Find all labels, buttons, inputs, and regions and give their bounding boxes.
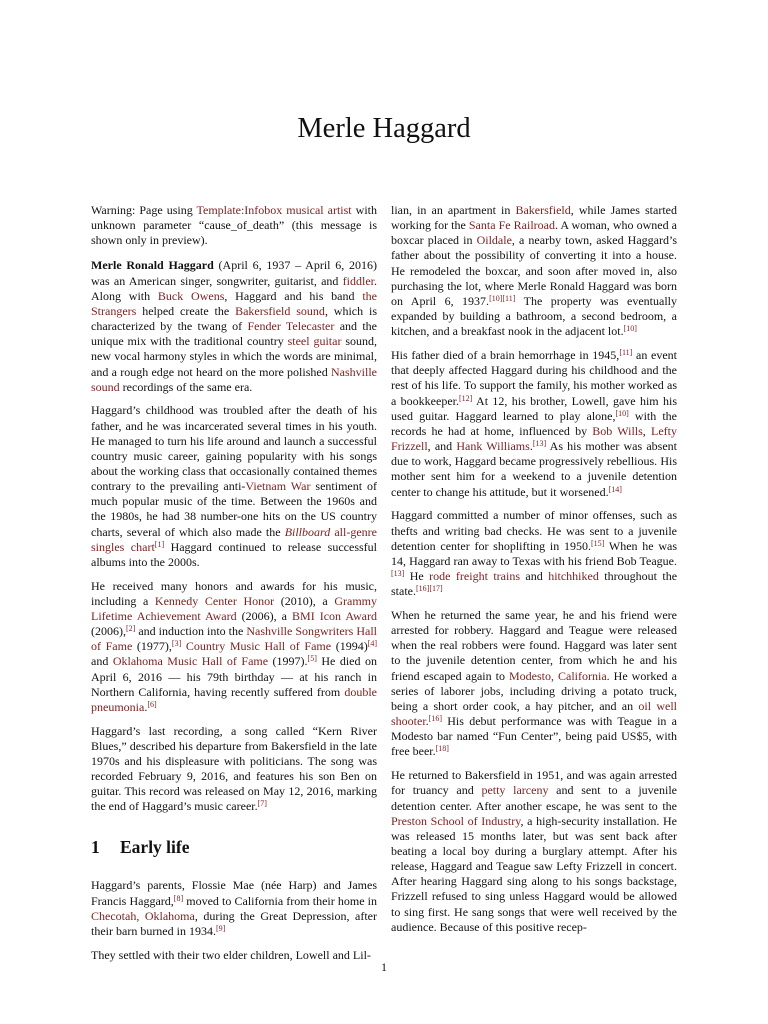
subject-name: Merle Ronald Haggard xyxy=(91,258,214,273)
citation[interactable]: [6] xyxy=(147,699,157,709)
citation[interactable]: [10] xyxy=(623,324,637,334)
link-oildale[interactable]: Oildale xyxy=(476,233,512,248)
section-heading xyxy=(91,836,377,858)
link-steel-guitar[interactable]: steel guitar xyxy=(287,334,342,349)
citation[interactable]: [15] xyxy=(591,538,605,548)
link-country-music-hof[interactable]: Country Music Hall of Fame xyxy=(185,639,332,654)
link-vietnam-war[interactable]: Vietnam War xyxy=(245,479,311,494)
citation[interactable]: [3] xyxy=(171,639,182,649)
citation[interactable]: [7] xyxy=(257,799,267,809)
citation[interactable]: [10][11] xyxy=(489,293,516,303)
citation[interactable]: [18] xyxy=(435,744,449,754)
citation[interactable]: [9] xyxy=(215,923,226,933)
citation[interactable]: [4] xyxy=(367,639,378,649)
last-recording-paragraph: Haggard’s last recording, a song called “Kern River Blues,” described his departure from Bakersfield in the late 1970s and his displeasure with politicians. The song was recorded February 9, 2016, and features his son Ben on guitar. This record was released on May 12, 2016, marking the end of Haggard’s music career.[7] xyxy=(91,723,377,814)
intro-paragraph: Merle Ronald Haggard (April 6, 1937 – April 6, 2016) was an American singer, songwriter, guitarist, and fiddler. Along with Buck Owens, Haggard and his band the Strangers helped create the Bakersfield sound, which is characterized by the twang of Fender Telecaster and the unique mix with the traditional country steel guitar sound, new vocal harmony styles in which the words are minimal, and a rough edge not heard on the more polished Nashville sound recordings of the same era. xyxy=(91,258,378,394)
section-number: 1 xyxy=(91,837,100,858)
link-hank-williams[interactable]: Hank Williams xyxy=(456,439,530,454)
link-bakersfield-sound[interactable]: Bakersfield sound xyxy=(235,303,325,318)
link-freight-trains[interactable]: rode freight trains xyxy=(429,568,520,583)
section-title: Early life xyxy=(120,837,190,858)
citation[interactable]: [13] xyxy=(391,568,405,578)
citation[interactable]: [2] xyxy=(126,624,136,634)
link-hitchhiked[interactable]: hitchhiked xyxy=(548,568,599,583)
link-bob-wills[interactable]: Bob Wills xyxy=(592,423,643,438)
link-nashville-sound[interactable]: Nashville sound xyxy=(91,364,377,394)
settled-paragraph-cont: lian, in an apartment in Bakersfield, while James started working for the Santa Fe Railroad. A woman, who owned a boxcar placed in Oildale, a nearby town, asked Haggard’s father about the possibility of converting it into a house. He remodeled the boxcar, and soon after moved in, also purchasing the lot, where Merle Ronald Haggard was born on April 6, 1937.[10][11] The property was eventually expanded by building a bathroom, a second bedroom, a kitchen, and a breakfast nook in the adjacent lot.[10] xyxy=(391,203,678,339)
citation[interactable]: [16][17] xyxy=(416,584,443,594)
link-checotah[interactable]: Checotah, Oklahoma xyxy=(91,908,195,923)
settled-paragraph-start: They settled with their two elder children, Lowell and Lil- xyxy=(91,947,371,962)
page-number: 1 xyxy=(381,960,387,974)
link-fender-telecaster[interactable]: Fender Telecaster xyxy=(247,319,335,334)
link-billboard[interactable]: Billboard all-genre singles chart xyxy=(91,524,377,554)
link-kennedy-center-honor[interactable]: Kennedy Center Honor xyxy=(154,593,275,608)
link-modesto[interactable]: Modesto, California xyxy=(509,668,607,683)
page-title: Merle Haggard xyxy=(297,113,471,144)
link-oklahoma-music-hof[interactable]: Oklahoma Music Hall of Fame xyxy=(112,654,269,669)
left-column xyxy=(91,203,377,971)
link-nashville-songwriters-hof[interactable]: Nashville Songwriters Hall of Fame xyxy=(91,624,377,654)
citation[interactable]: [12] xyxy=(459,393,473,403)
infobox-template-link[interactable]: Template:Infobox musical artist xyxy=(196,203,352,217)
link-petty-larceny[interactable]: petty larceny xyxy=(481,783,549,798)
preview-warning xyxy=(91,203,377,248)
citation[interactable]: [11] xyxy=(619,348,633,358)
citation[interactable]: [8] xyxy=(173,893,184,903)
offenses-paragraph: Haggard committed a number of minor offenses, such as thefts and writing bad checks. He was sent to a juvenile detention center for shoplifting in 1950.[15] When he was 14, Haggard ran away to Texas with his friend Bob Teague.[13] He rode freight trains and hitchhiked throughout the state.[16][17] xyxy=(391,508,678,599)
right-column xyxy=(391,203,677,944)
father-paragraph: His father died of a brain hemorrhage in 1945,[11] an event that deeply affected Haggard during his childhood and the rest of his life. To support the family, his mother worked as a bookkeeper.[12] At 12, his brother, Lowell, gave him his used guitar. Haggard learned to play alone,[10] with the records he had at home, influenced by Bob Wills, Lefty Frizzell, and Hank Williams.[13] As his mother was absent due to work, Haggard became progressively rebellious. His mother sent him for a weekend to a juvenile detention center to change his attitude, but it worsened.[14] xyxy=(391,348,678,499)
citation[interactable]: [16] xyxy=(428,714,442,724)
citation[interactable]: [13] xyxy=(532,439,547,449)
link-preston-school[interactable]: Preston School of Industry xyxy=(391,813,521,828)
link-bakersfield[interactable]: Bakersfield xyxy=(515,203,571,217)
link-buck-owens[interactable]: Buck Owens xyxy=(157,288,225,303)
citation[interactable]: [10] xyxy=(615,408,629,418)
career-paragraph: Haggard’s childhood was troubled after the death of his father, and he was incarcerated several times in his youth. He managed to turn his life around and launch a successful country music career, gaining popularity with his songs about the working class that occasionally contained themes contrary to the prevailing anti-Vietnam War sentiment of much popular music of the time. Between the 1960s and the 1980s, he had 38 number-one hits on the US country charts, several of which also made the Billboard all-genre singles chart[1] Haggard continued to release successful albums into the 2000s. xyxy=(91,403,378,569)
link-fiddler[interactable]: fiddler xyxy=(342,273,374,288)
warning-text: with unknown parameter “cause_of_death” (this message is shown only in preview). xyxy=(91,203,377,248)
link-the-strangers[interactable]: the Strangers xyxy=(91,288,377,318)
link-grammy-award[interactable]: Grammy Lifetime Achievement Award xyxy=(91,593,378,623)
warning-text: Warning: Page using xyxy=(91,203,197,217)
citation[interactable]: [5] xyxy=(307,654,317,664)
link-double-pneumonia[interactable]: double pneumonia xyxy=(91,684,377,714)
link-santa-fe-railroad[interactable]: Santa Fe Railroad xyxy=(468,218,555,233)
honors-paragraph: He received many honors and awards for his music, including a Kennedy Center Honor (2010), a Grammy Lifetime Achievement Award (2006), a BMI Icon Award (2006),[2] and induction into the Nashville Songwriters Hall of Fame (1977),[3] Country Music Hall of Fame (1994)[4] and Oklahoma Music Hall of Fame (1997).[5] He died on April 6, 2016 — his 79th birthday — at his ranch in Northern California, having recently suffered from double pneumonia.[6] xyxy=(91,578,378,714)
citation[interactable]: [14] xyxy=(608,484,622,494)
link-bmi-icon-award[interactable]: BMI Icon Award xyxy=(292,608,377,623)
bakersfield-return-paragraph: He returned to Bakersfield in 1951, and was again arrested for truancy and petty larceny and sent to a juvenile detention center. After another escape, he was sent to the Preston School of Industry, a high-security installation. He was released 15 months later, but was sent back after beating a local boy during a burglary attempt. After his release, Haggard and Teague saw Lefty Frizzell in concert. After hearing Haggard sing along to his songs backstage, Frizzell refused to sing unless Haggard would be allowed to sing first. He sang songs that were well received by the audience. Because of this positive recep- xyxy=(391,768,677,934)
returned-paragraph: When he returned the same year, he and his friend were arrested for robbery. Haggard and Teague were released when the real robbers were found. Haggard was later sent to the juvenile detention center, from which he and his friend escaped again to Modesto, California. He worked a series of laborer jobs, including driving a potato truck, being a short order cook, a hay pitcher, and an oil well shooter.[16] His debut performance was with Teague in a Modesto bar named “Fun Center”, being paid US$5, with free beer.[18] xyxy=(391,607,678,759)
early-life-paragraph: Haggard’s parents, Flossie Mae (née Harp) and James Francis Haggard,[8] moved to California from their home in Checotah, Oklahoma, during the Great Depression, after their barn burned in 1934.[9] xyxy=(91,878,377,938)
link-lefty-frizzell[interactable]: Lefty Frizzell xyxy=(391,423,677,454)
citation[interactable]: [1] xyxy=(154,539,165,549)
link-oil-well-shooter[interactable]: oil well shooter xyxy=(391,698,677,729)
